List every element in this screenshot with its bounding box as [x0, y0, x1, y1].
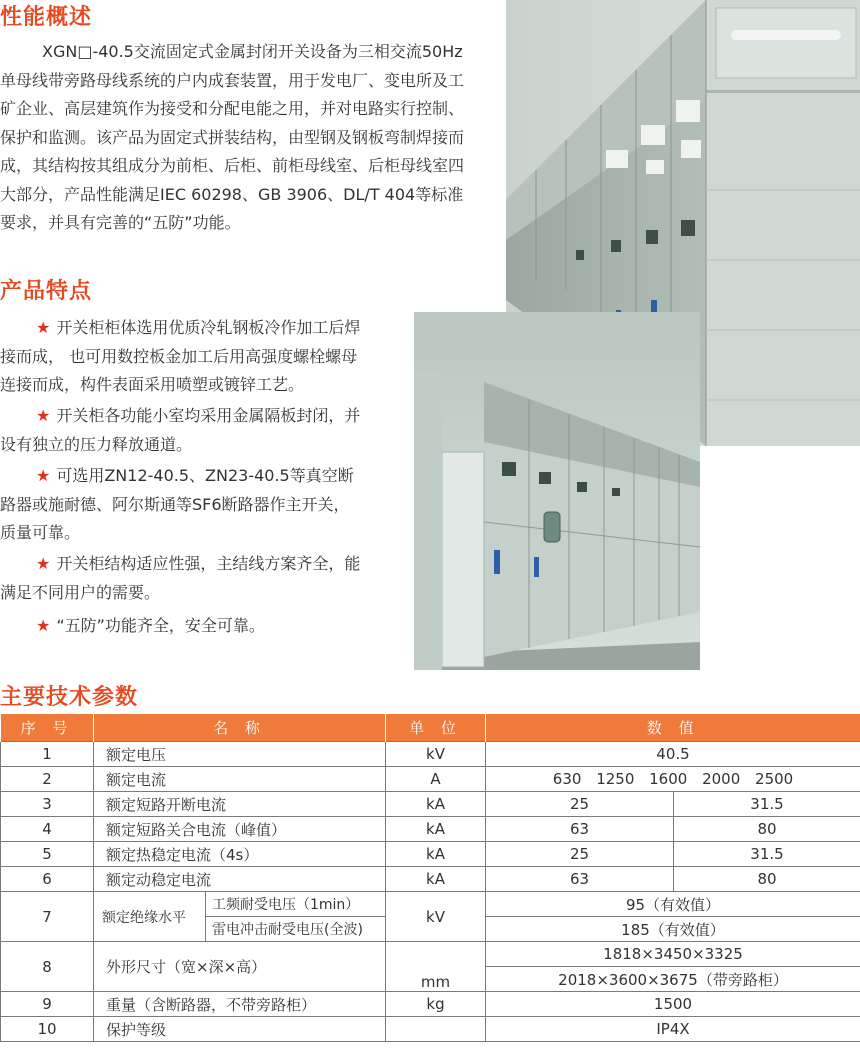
performance-line: 成，其结构按其组成分为前柜、后柜、前柜母线室、后柜母线室四: [0, 156, 465, 175]
row-no: 7: [1, 892, 94, 942]
feature-line: 质量可靠。: [0, 523, 81, 542]
row-value: IP4X: [486, 1017, 860, 1042]
feature-item: [0, 462, 392, 548]
row-name: 额定电流: [94, 767, 386, 792]
table-row: [1, 842, 860, 867]
feature-line: 满足不同用户的需要。: [0, 582, 161, 602]
row-unit: [386, 1017, 486, 1042]
feature-line: 开关柜结构适应性强，主结线方案齐全，能: [56, 554, 361, 573]
feature-line: 开关柜柜体选用优质冷轧钢板冷作加工后焊: [56, 318, 361, 337]
row-no: 9: [1, 992, 94, 1017]
row-value: 95（有效值）: [486, 892, 860, 917]
table-row: [1, 792, 860, 817]
row-name: 额定短路开断电流: [94, 792, 386, 817]
star-icon: ★: [36, 616, 51, 635]
row-name: 额定绝缘水平: [94, 892, 206, 942]
switchgear-photo-bottom: [414, 312, 700, 670]
star-icon: ★: [36, 466, 51, 485]
table-row: [1, 867, 860, 892]
feature-item: [0, 550, 392, 607]
star-icon: ★: [36, 406, 51, 425]
feature-line: 接而成， 也可用数控板金加工后用高强度螺栓螺母: [0, 346, 358, 366]
performance-paragraph: [0, 38, 500, 238]
row-no: 3: [1, 792, 94, 817]
row-unit: kA: [386, 842, 486, 867]
row-subname: 工频耐受电压（1min）: [206, 892, 386, 917]
row-value: 25: [486, 792, 674, 817]
row-no: 6: [1, 867, 94, 892]
row-value: 31.5: [674, 792, 860, 817]
row-unit: kg: [386, 992, 486, 1017]
row-unit: kA: [386, 817, 486, 842]
row-name: 保护等级: [94, 1017, 386, 1042]
row-value: 2018×3600×3675（带旁路柜）: [486, 967, 860, 992]
row-value: 1500: [486, 992, 860, 1017]
row-value: 1818×3450×3325: [486, 942, 860, 967]
table-row: [1, 742, 860, 767]
row-value: 63: [486, 817, 674, 842]
params-table: [0, 714, 860, 1042]
performance-line: 矿企业、高层建筑作为接受和分配电能之用，并对电路实行控制、: [0, 99, 465, 118]
header-name: 名 称: [94, 714, 386, 742]
performance-line: 保护和监测。该产品为固定式拼装结构，由型钢及钢板弯制焊接而: [0, 127, 465, 147]
feature-item: [0, 314, 392, 400]
row-value: 80: [674, 867, 860, 892]
row-unit: kA: [386, 792, 486, 817]
feature-item: [0, 612, 392, 641]
row-name: 额定电压: [94, 742, 386, 767]
row-unit: A: [386, 767, 486, 792]
row-value: 40.5: [486, 742, 860, 767]
row-name: 额定动稳定电流: [94, 867, 386, 892]
table-row: [1, 817, 860, 842]
feature-item: [0, 402, 392, 459]
row-no: 10: [1, 1017, 94, 1042]
table-header-row: [1, 714, 860, 742]
table-row: [1, 992, 860, 1017]
row-no: 5: [1, 842, 94, 867]
row-no: 2: [1, 767, 94, 792]
performance-line: 单母线带旁路母线系统的户内成套装置，用于发电厂、变电所及工: [0, 70, 465, 90]
row-no: 8: [1, 942, 94, 992]
header-value: 数 值: [486, 714, 860, 742]
header-unit: 单 位: [386, 714, 486, 742]
row-value: 63: [486, 867, 674, 892]
row-value: 80: [674, 817, 860, 842]
table-row: [1, 892, 860, 917]
performance-line: XGN□-40.5交流固定式金属封闭开关设备为三相交流50Hz: [42, 42, 463, 61]
row-value: 630 1250 1600 2000 2500: [486, 767, 860, 792]
star-icon: ★: [36, 318, 51, 337]
row-name: 额定短路关合电流（峰值）: [94, 817, 386, 842]
feature-line: 可选用ZN12-40.5、ZN23-40.5等真空断: [56, 466, 354, 485]
row-name: 外形尺寸（宽×深×高）: [94, 942, 386, 992]
row-value: 185（有效值）: [486, 917, 860, 942]
star-icon: ★: [36, 554, 51, 573]
row-value: 31.5: [674, 842, 860, 867]
performance-line: 大部分，产品性能满足IEC 60298、GB 3906、DL/T 404等标准: [0, 184, 464, 204]
row-value: 25: [486, 842, 674, 867]
row-name: 重量（含断路器，不带旁路柜）: [94, 992, 386, 1017]
row-no: 1: [1, 742, 94, 767]
row-unit: kV: [386, 892, 486, 942]
feature-line: 路器或施耐德、阿尔斯通等SF6断路器作主开关，: [0, 494, 350, 514]
row-name: 额定热稳定电流（4s）: [94, 842, 386, 867]
row-subname: 雷电冲击耐受电压(全波): [206, 917, 386, 942]
row-unit: mm: [386, 942, 486, 992]
feature-line: 连接而成，构件表面采用喷塑或镀锌工艺。: [0, 375, 305, 394]
feature-line: “五防”功能齐全，安全可靠。: [56, 616, 265, 635]
performance-line: 要求，并具有完善的“五防”功能。: [0, 213, 241, 232]
table-row: [1, 1017, 860, 1042]
performance-heading: 性能概述: [0, 5, 93, 30]
feature-line: 设有独立的压力释放通道。: [0, 434, 193, 454]
table-row: [1, 767, 860, 792]
table-row: [1, 942, 860, 967]
features-heading: 产品特点: [0, 279, 93, 304]
params-heading: 主要技术参数: [0, 685, 139, 710]
header-no: 序 号: [1, 714, 94, 742]
row-unit: kA: [386, 867, 486, 892]
feature-line: 开关柜各功能小室均采用金属隔板封闭，并: [56, 406, 361, 425]
row-no: 4: [1, 817, 94, 842]
row-unit: kV: [386, 742, 486, 767]
